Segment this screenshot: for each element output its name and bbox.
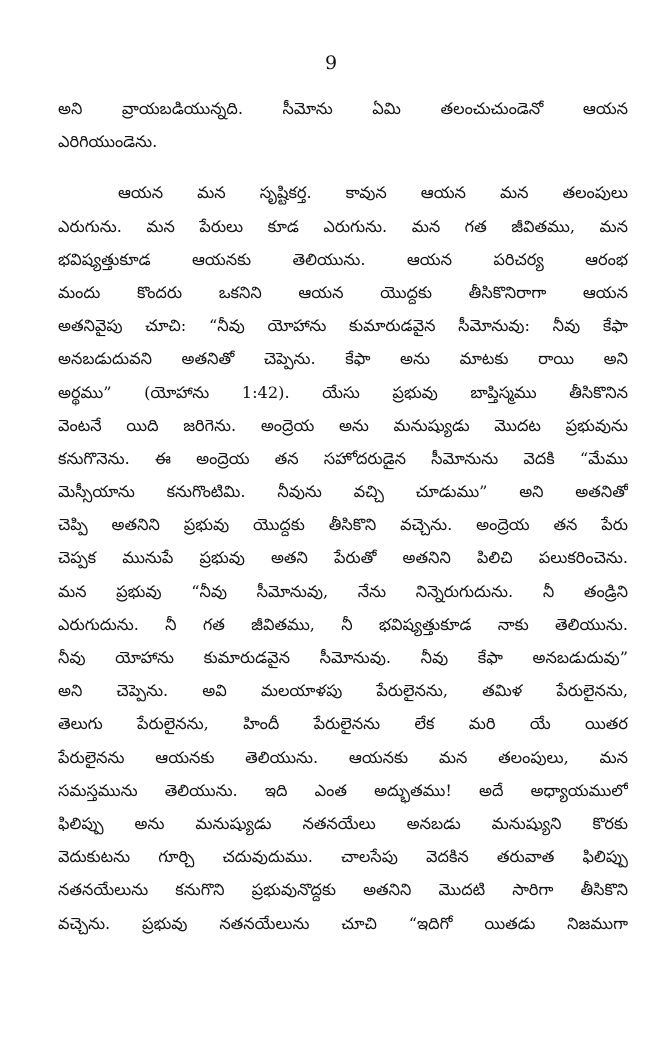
text-line: ఎరుగుదును. నీ గత జీవితము, నీ భవిష్యత్తుకూడ నాకు తెలియును. xyxy=(58,614,628,634)
text-line: నతనయేలును కనుగొని ప్రభువునొద్దకు అతనిని మొదటి సారిగా తీసికొని xyxy=(58,880,628,900)
text-line: ఎరిగియుండెను. xyxy=(58,132,158,152)
text-line: వెంటనే యిది జరిగెను. అంద్రెయ అను మనుష్యుడు మొదట ప్రభువును xyxy=(58,415,628,435)
text-line: అనబడుదువని అతనితో చెప్పెను. కేఫా అను మాటకు రాయి అని xyxy=(58,349,628,369)
text-line: కనుగొనెను. ఈ అంద్రెయ తన సహోదరుడైన సీమోనును వెదకి “మేము xyxy=(58,448,628,468)
text-line: పేరులైనను ఆయనకు తెలియును. ఆయనకు మన తలంపులు, మన xyxy=(58,747,628,767)
paragraph xyxy=(58,92,628,158)
body-text xyxy=(58,92,628,940)
text-line: అని చెప్పెను. అవి మలయాళపు పేరులైనను, తమిళ పేరులైనను, xyxy=(58,681,628,701)
text-line: అర్థము” (యోహాను 1:42). యేసు ప్రభువు బాప్తిస్మము తీసికొనిన xyxy=(58,382,628,402)
paragraph xyxy=(58,176,628,939)
text-line: సమస్తమును తెలియును. ఇది ఎంత అద్భుతము! అదే అధ్యాయములో xyxy=(58,780,628,800)
text-line: ఫిలిప్పు అను మనుష్యుడు నతనయేలు అనబడు మనుష్యుని కొరకు xyxy=(58,813,628,833)
text-line: ఆయన మన సృష్టికర్త. కావున ఆయన మన తలంపులు xyxy=(118,183,628,203)
text-line: అతనివైపు చూచి: “నీవు యోహాను కుమారుడవైన సీమోనువు: నీవు కేఫా xyxy=(58,316,628,336)
text-line: మన ప్రభువు “నీవు సీమోనువు, నేను నిన్నెరుగుదును. నీ తండ్రిని xyxy=(58,581,628,601)
text-line: చెప్పి అతనిని ప్రభువు యొద్దకు తీసికొని వచ్చెను. అంద్రెయ తన పేరు xyxy=(58,515,628,535)
text-line: తెలుగు పేరులైనను, హిందీ పేరులైనను లేక మరి యే యితర xyxy=(58,714,628,734)
text-line: మందు కొందరు ఒకనిని ఆయన యొద్దకు తీసికొనిరాగా ఆయన xyxy=(58,282,628,302)
text-line: అని వ్రాయబడియున్నది. సీమోను ఏమి తలంచుచుండెనో ఆయన xyxy=(58,99,628,118)
page-number: 9 xyxy=(324,52,338,74)
text-line: ఎరుగును. మన పేరులు కూడ ఎరుగును. మన గత జీవితము, మన xyxy=(58,216,628,236)
text-line: చెప్పక మునుపే ప్రభువు అతని పేరుతో అతనిని పిలిచి పలుకరించెను. xyxy=(58,548,628,568)
text-line: వెదుకుటను గూర్చి చదువుదుము. చాలసేపు వెదకిన తరువాత ఫిలిప్పు xyxy=(58,847,628,867)
text-line: నీవు యోహాను కుమారుడవైన సీమోనువు. నీవు కేఫా అనబడుదువు” xyxy=(58,648,628,667)
text-line: వచ్చెను. ప్రభువు నతనయేలును చూచి “ఇదిగో యితడు నిజముగా xyxy=(58,913,628,933)
text-line: మెస్సీయాను కనుగొంటిమి. నీవును వచ్చి చూడుము” అని అతనితో xyxy=(58,482,628,502)
text-line: భవిష్యత్తుకూడ ఆయనకు తెలియును. ఆయన పరిచర్య ఆరంభ xyxy=(58,249,628,269)
paragraph-gap xyxy=(58,158,628,176)
